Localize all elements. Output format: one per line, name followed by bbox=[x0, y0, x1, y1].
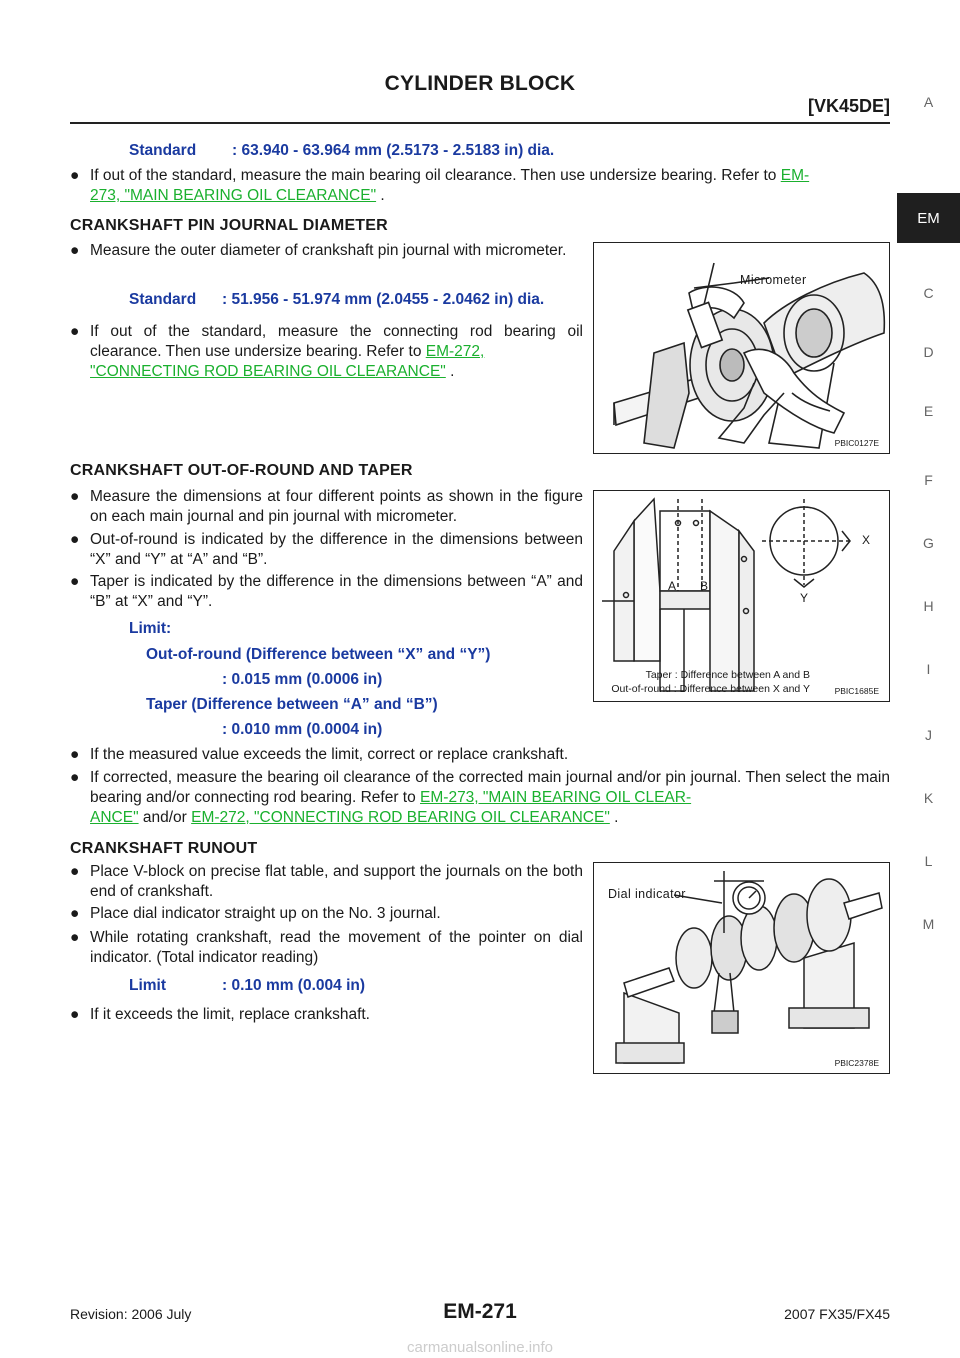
link-em-273-main-bearing-cont[interactable]: ANCE" bbox=[90, 809, 139, 826]
taper-bullet-5 bbox=[70, 768, 890, 828]
bullet-end: . bbox=[609, 809, 619, 826]
bullet-end: . bbox=[376, 187, 385, 204]
label-b: B bbox=[700, 579, 709, 593]
bullet-text: Taper is indicated by the difference in the dimensions between “A” and “B” at “X” and “Y”. bbox=[90, 573, 583, 610]
bullet-text: If it exceeds the limit, replace crankshaft. bbox=[90, 1006, 370, 1023]
bullet-dot: ● bbox=[70, 929, 80, 946]
link-em-272-conrod-bearing[interactable]: EM-272, "CONNECTING ROD BEARING OIL CLEARANCE" bbox=[191, 809, 610, 826]
label-x: X bbox=[862, 533, 871, 547]
link-em-272[interactable]: EM-272, bbox=[425, 343, 485, 360]
bullet-dot: ● bbox=[70, 242, 80, 259]
index-em-active[interactable]: EM bbox=[897, 193, 960, 243]
vehicle-model: 2007 FX35/FX45 bbox=[784, 1306, 890, 1322]
taper-bullet-4 bbox=[70, 745, 890, 765]
index-i[interactable]: I bbox=[926, 661, 931, 677]
link-em-273[interactable]: EM- bbox=[780, 167, 810, 184]
taper-label: Taper (Difference between “A” and “B”) bbox=[146, 696, 438, 713]
main-bearing-bullet bbox=[70, 166, 890, 206]
bullet-dot: ● bbox=[70, 488, 80, 505]
bullet-text: Measure the dimensions at four different points as shown in the figure on each main journal and pin journal with micrometer. bbox=[90, 488, 583, 525]
pin-bullet-2 bbox=[70, 322, 583, 382]
link-main-bearing-oil-clearance[interactable]: 273, "MAIN BEARING OIL CLEARANCE" bbox=[90, 187, 377, 204]
bullet-dot: ● bbox=[70, 167, 80, 184]
runout-bullet-3 bbox=[70, 928, 583, 968]
main-spec-value: : 63.940 - 63.964 mm (2.5173 - 2.5183 in) dia. bbox=[232, 142, 555, 159]
bullet-text: If corrected, measure the bearing oil clearance of the corrected main journal and/or pin journal. Then select the main bearing and/or connecting rod bearing. Refer to bbox=[90, 769, 890, 806]
index-c[interactable]: C bbox=[923, 285, 934, 301]
bullet-dot: ● bbox=[70, 746, 80, 763]
index-g[interactable]: G bbox=[923, 535, 934, 551]
bullet-text: Place V-block on precise flat table, and support the journals on the both end of crankshaft. bbox=[90, 863, 583, 900]
index-d[interactable]: D bbox=[923, 344, 934, 360]
index-h[interactable]: H bbox=[923, 598, 934, 614]
taper-limit-label: Limit: bbox=[129, 620, 172, 637]
runout-bullet-4 bbox=[70, 1005, 583, 1025]
link-conrod-bearing-oil-clearance[interactable]: "CONNECTING ROD BEARING OIL CLEARANCE" bbox=[90, 363, 446, 380]
caption-out-of-round: Out-of-round : Difference between X and Y bbox=[611, 683, 810, 695]
bullet-dot: ● bbox=[70, 905, 80, 922]
figure-id: PBIC2378E bbox=[834, 1058, 879, 1068]
bullet-dot: ● bbox=[70, 531, 80, 548]
figure-micrometer bbox=[593, 242, 890, 454]
figure-dial-indicator bbox=[593, 862, 890, 1074]
bullet-text: While rotating crankshaft, read the movement of the pointer on dial indicator. (Total indicator reading) bbox=[90, 929, 583, 966]
bullet-dot: ● bbox=[70, 863, 80, 880]
bullet-mid: and/or bbox=[138, 809, 192, 826]
bullet-text: If out of the standard, measure the main bearing oil clearance. Then use undersize bearing. Refer to bbox=[90, 167, 781, 184]
pin-spec-value: : 51.956 - 51.974 mm (2.0455 - 2.0462 in) dia. bbox=[222, 291, 545, 308]
taper-bullet-1 bbox=[70, 487, 583, 527]
runout-bullet-1 bbox=[70, 862, 583, 902]
caption-taper: Taper : Difference between A and B bbox=[645, 669, 810, 681]
taper-value: : 0.010 mm (0.0004 in) bbox=[222, 721, 383, 738]
runout-limit-value: : 0.10 mm (0.004 in) bbox=[222, 977, 366, 994]
runout-bullet-2 bbox=[70, 904, 583, 924]
figure-id: PBIC1685E bbox=[834, 686, 879, 696]
index-k[interactable]: K bbox=[923, 790, 934, 806]
heading-out-of-round-taper: CRANKSHAFT OUT-OF-ROUND AND TAPER bbox=[70, 462, 413, 479]
figure-id: PBIC0127E bbox=[834, 438, 879, 448]
figure-out-of-round bbox=[593, 490, 890, 702]
bullet-text: If out of the standard, measure the connecting rod bearing oil clearance. Then use undersize bearing. Refer to bbox=[90, 323, 583, 360]
callout-dial-indicator: Dial indicator bbox=[608, 887, 686, 901]
index-a[interactable]: A bbox=[923, 94, 934, 110]
pin-bullet-1 bbox=[70, 241, 583, 261]
bullet-text: Place dial indicator straight up on the No. 3 journal. bbox=[90, 905, 441, 922]
heading-pin-journal: CRANKSHAFT PIN JOURNAL DIAMETER bbox=[70, 217, 388, 234]
index-f[interactable]: F bbox=[924, 472, 933, 488]
label-y: Y bbox=[800, 591, 809, 605]
callout-micrometer: Micrometer bbox=[740, 273, 807, 287]
taper-bullet-3 bbox=[70, 572, 583, 612]
header-rule bbox=[70, 122, 890, 124]
oor-label: Out-of-round (Difference between “X” and “Y”) bbox=[146, 646, 491, 663]
revision-date: Revision: 2006 July bbox=[70, 1306, 192, 1322]
main-spec-label: Standard bbox=[129, 142, 197, 159]
watermark: carmanualsonline.info bbox=[407, 1339, 553, 1356]
runout-limit-label: Limit bbox=[129, 977, 167, 994]
page-number: EM-271 bbox=[443, 1300, 517, 1323]
engine-model: [VK45DE] bbox=[807, 96, 890, 116]
page-title: CYLINDER BLOCK bbox=[384, 72, 576, 95]
index-l[interactable]: L bbox=[924, 853, 933, 869]
oor-value: : 0.015 mm (0.0006 in) bbox=[222, 671, 383, 688]
bullet-text: If the measured value exceeds the limit, correct or replace crankshaft. bbox=[90, 746, 569, 763]
heading-runout: CRANKSHAFT RUNOUT bbox=[70, 840, 258, 857]
label-a: A bbox=[668, 579, 677, 593]
bullet-text: Measure the outer diameter of crankshaft pin journal with micrometer. bbox=[90, 242, 567, 259]
bullet-dot: ● bbox=[70, 1006, 80, 1023]
index-j[interactable]: J bbox=[925, 727, 932, 743]
taper-bullet-2 bbox=[70, 530, 583, 570]
bullet-dot: ● bbox=[70, 323, 80, 340]
bullet-dot: ● bbox=[70, 769, 80, 786]
link-em-273-main-bearing[interactable]: EM-273, "MAIN BEARING OIL CLEAR- bbox=[420, 789, 692, 806]
pin-spec-label: Standard bbox=[129, 291, 197, 308]
index-m[interactable]: M bbox=[922, 916, 935, 932]
bullet-end: . bbox=[445, 363, 455, 380]
bullet-text: Out-of-round is indicated by the difference in the dimensions between “X” and “Y” at “A” and “B”. bbox=[90, 531, 583, 568]
bullet-dot: ● bbox=[70, 573, 80, 590]
index-e[interactable]: E bbox=[923, 403, 934, 419]
